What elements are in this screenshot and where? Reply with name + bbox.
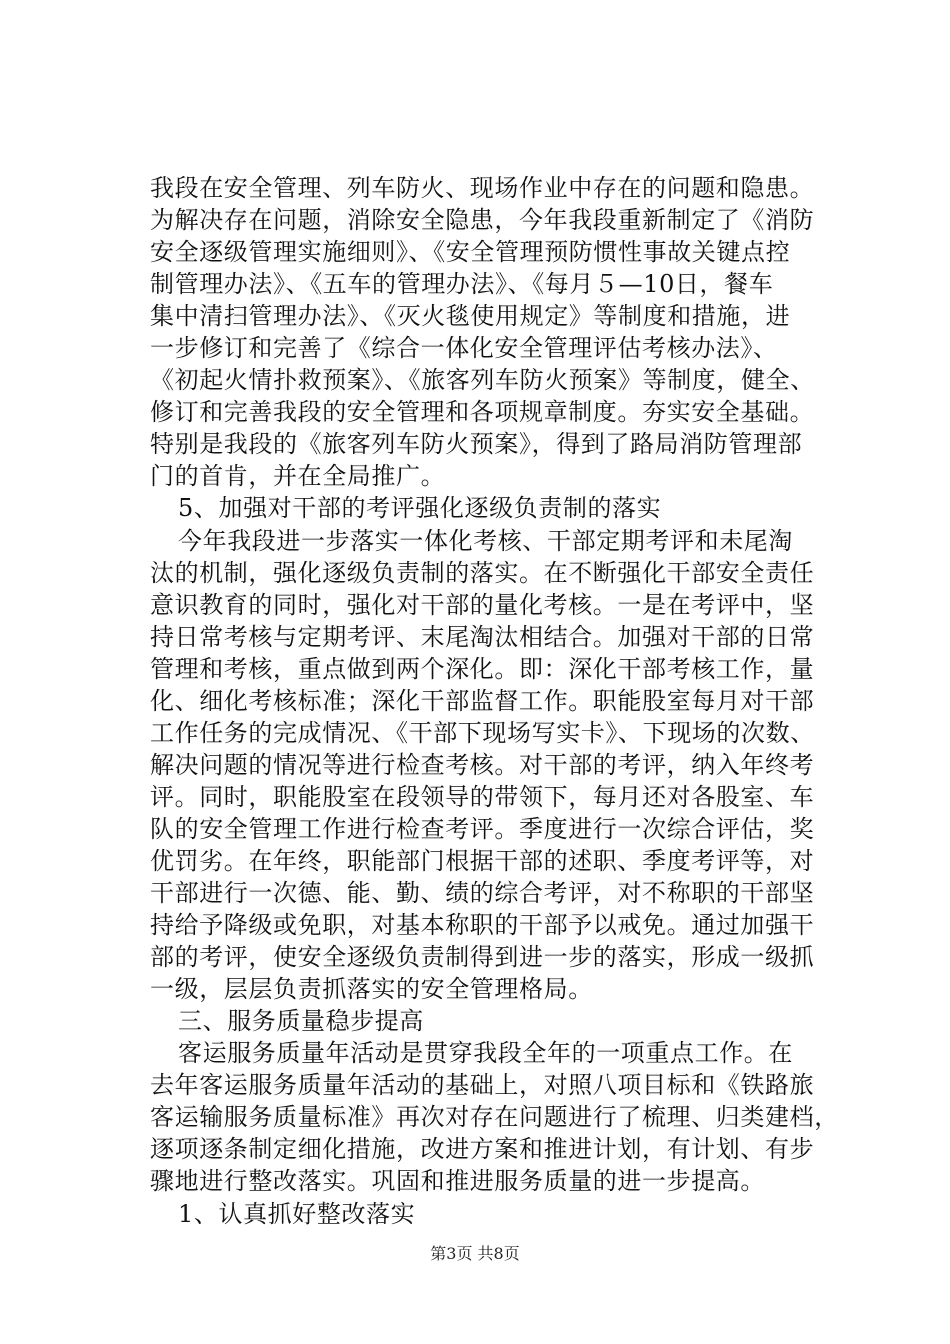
section-heading: 1、认真抓好整改落实 [178,1199,416,1228]
section-heading: 5、加强对干部的考评强化逐级负责制的落实 [178,494,662,523]
paragraph-start-line: 今年我段进一步落实一体化考核、干部定期考评和未尾淘 [178,526,793,555]
body-line: 评。同时，职能股室在段领导的带领下，每月还对各股室、车 [150,782,815,811]
body-line: 解决问题的情况等进行检查考核。对干部的考评，纳入年终考 [150,750,815,779]
body-line: 化、细化考核标准；深化干部监督工作。职能股室每月对干部 [150,686,815,715]
body-line: 队的安全管理工作进行检查考评。季度进行一次综合评估，奖 [150,814,815,843]
body-line: 一级，层层负责抓落实的安全管理格局。 [150,975,593,1004]
body-line: 制管理办法》、《五车的管理办法》、《每月５—10日，餐车 [150,270,774,299]
body-line: 客运输服务质量标准》再次对存在问题进行了梳理、归类建档， [150,1103,839,1132]
body-line: 持日常考核与定期考评、末尾淘汰相结合。加强对干部的日常 [150,622,815,651]
body-line: 安全逐级管理实施细则》、《安全管理预防惯性事故关键点控 [150,238,791,267]
body-line: 管理和考核，重点做到两个深化。即：深化干部考核工作，量 [150,654,815,683]
body-line: 部的考评，使安全逐级负责制得到进一步的落实，形成一级抓 [150,943,815,972]
body-line: 修订和完善我段的安全管理和各项规章制度。夯实安全基础。 [150,398,815,427]
body-line: 去年客运服务质量年活动的基础上，对照八项目标和《铁路旅 [150,1071,815,1100]
body-line: 逐项逐条制定细化措施，改进方案和推进计划，有计划、有步 [150,1135,815,1164]
document-body [150,172,839,1230]
body-line: 门的首肯，并在全局推广。 [150,462,446,491]
paragraph-start-line: 客运服务质量年活动是贯穿我段全年的一项重点工作。在 [178,1039,793,1068]
body-line: 我段在安全管理、列车防火、现场作业中存在的问题和隐患。 [150,174,815,202]
section-heading: 三、服务质量稳步提高 [178,1007,424,1036]
body-line: 特别是我段的《旅客列车防火预案》，得到了路局消防管理部 [150,430,803,459]
body-line: 为解决存在问题，消除安全隐患，今年我段重新制定了《消防 [150,206,815,235]
body-line: 工作任务的完成情况、《干部下现场写实卡》、下现场的次数、 [150,718,815,747]
body-line: 持给予降级或免职，对基本称职的干部予以戒免。通过加强干 [150,911,815,940]
body-line: 集中清扫管理办法》、《灭火毯使用规定》等制度和措施，进 [150,302,791,331]
body-line: 汰的机制，强化逐级负责制的落实。在不断强化干部安全责任 [150,558,815,587]
body-line: 优罚劣。在年终，职能部门根据干部的述职、季度考评等，对 [150,846,815,875]
body-line: 骤地进行整改落实。巩固和推进服务质量的进一步提高。 [150,1167,765,1196]
body-line: 意识教育的同时，强化对干部的量化考核。一是在考评中，坚 [150,590,815,619]
body-line: 《初起火情扑救预案》、《旅客列车防火预案》等制度，健全、 [150,366,815,395]
body-line: 干部进行一次德、能、勤、绩的综合考评，对不称职的干部坚 [150,879,815,908]
body-line: 一步修订和完善了《综合一体化安全管理评估考核办法》、 [150,334,778,363]
page-footer: 第3页 共8页 [430,1244,520,1263]
